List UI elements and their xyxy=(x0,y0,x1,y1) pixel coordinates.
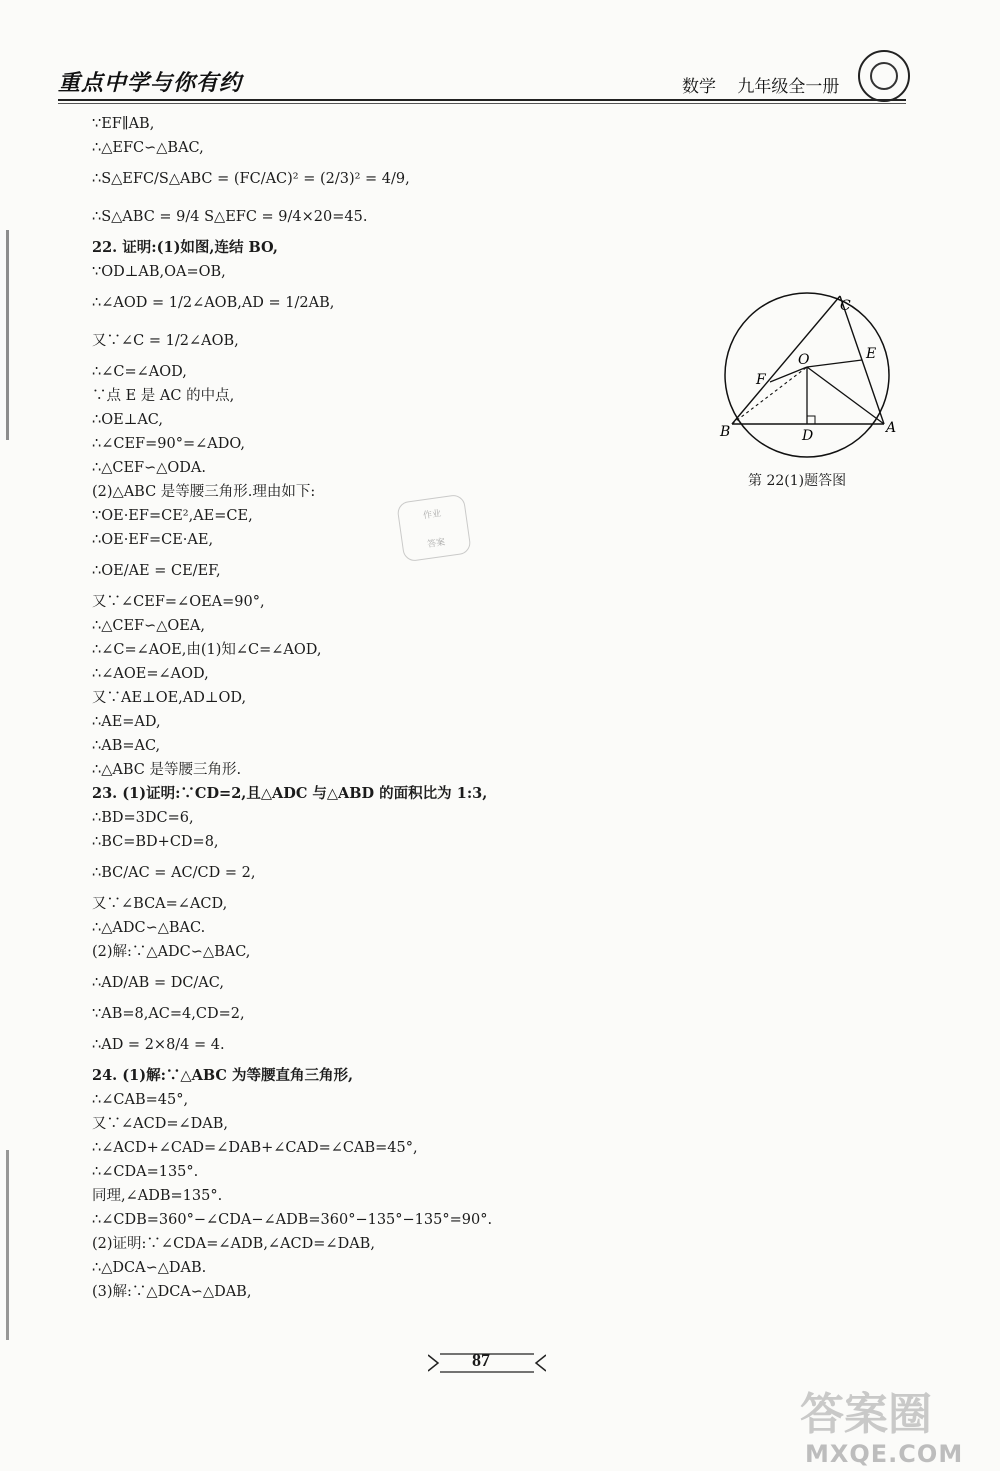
solution-line: ∴△ABC 是等腰三角形. xyxy=(92,762,242,778)
segment-OE xyxy=(807,360,862,367)
stamp-text-bottom: 答案 xyxy=(426,537,446,551)
binding-mark xyxy=(6,230,9,440)
segment-BC xyxy=(732,296,840,424)
solution-line: ∵EF∥AB, xyxy=(92,116,155,132)
solution-line: 22. 证明:(1)如图,连结 BO, xyxy=(92,239,278,256)
figure-caption: 第 22(1)题答图 xyxy=(748,473,847,489)
label-F: F xyxy=(756,372,766,388)
watermark-logo: 答案圈 xyxy=(800,1389,932,1440)
book-series-title: 重点中学与你有约 xyxy=(58,71,243,96)
solution-line: ∵OE·EF=CE²,AE=CE, xyxy=(92,508,253,524)
solution-line: 又∵AE⊥OE,AD⊥OD, xyxy=(92,690,247,706)
page-number: 87 xyxy=(472,1350,490,1370)
solution-line: ∴AD = 2×8/4 = 4. xyxy=(92,1037,225,1053)
solution-line: ∴∠CDB=360°−∠CDA−∠ADB=360°−135°−135°=90°. xyxy=(92,1212,493,1228)
solution-line: (2)证明:∵∠CDA=∠ADB,∠ACD=∠DAB, xyxy=(92,1236,375,1252)
solution-line: ∴△CEF∽△OEA, xyxy=(92,618,205,634)
label-A: A xyxy=(886,420,897,436)
solution-line: ∴OE⊥AC, xyxy=(92,412,163,428)
solution-line: ∴AD/AB = DC/AC, xyxy=(92,975,224,991)
solution-line: ∴BD=3DC=6, xyxy=(92,810,194,826)
solution-line: 23. (1)证明:∵CD=2,且△ADC 与△ABD 的面积比为 1:3, xyxy=(92,785,488,802)
solution-line: ∴AE=AD, xyxy=(92,714,161,730)
label-D: D xyxy=(802,428,814,444)
solution-line: ∴S△EFC/S△ABC = (FC/AC)² = (2/3)² = 4/9, xyxy=(92,171,410,187)
solution-line: ∴△DCA∽△DAB. xyxy=(92,1260,207,1276)
solution-line: ∴OE/AE = CE/EF, xyxy=(92,563,221,579)
solution-line: ∵AB=8,AC=4,CD=2, xyxy=(92,1006,245,1022)
solution-line: 又∵∠C = 1/2∠AOB, xyxy=(92,333,239,349)
solution-line: ∴∠C=∠AOE,由(1)知∠C=∠AOD, xyxy=(92,642,322,658)
segment-BO-dashed xyxy=(732,367,807,424)
solution-line: ∴△EFC∽△BAC, xyxy=(92,140,204,156)
solution-line: ∴AB=AC, xyxy=(92,738,161,754)
solution-line: ∴∠AOE=∠AOD, xyxy=(92,666,209,682)
label-B: B xyxy=(720,424,731,440)
stamp-seal xyxy=(396,494,472,563)
segment-OA xyxy=(807,367,884,424)
label-C: C xyxy=(840,298,851,314)
solution-line: ∴∠AOD = 1/2∠AOB,AD = 1/2AB, xyxy=(92,295,335,311)
solution-text xyxy=(92,112,692,1304)
solution-line: (2)解:∵△ADC∽△BAC, xyxy=(92,944,251,960)
label-E: E xyxy=(866,346,877,362)
solution-line: ∴OE·EF=CE·AE, xyxy=(92,532,214,548)
solution-line: ∴∠CDA=135°. xyxy=(92,1164,199,1180)
header-subject-grade xyxy=(682,72,855,97)
solution-line: 又∵∠CEF=∠OEA=90°, xyxy=(92,594,265,610)
solution-line: ∴∠CEF=90°=∠ADO, xyxy=(92,436,246,452)
solution-line: 又∵∠BCA=∠ACD, xyxy=(92,896,228,912)
binding-mark-lower xyxy=(6,1150,9,1340)
solution-line: ∴△ADC∽△BAC. xyxy=(92,920,206,936)
solution-line: 同理,∠ADB=135°. xyxy=(92,1188,223,1204)
header-rule-thin xyxy=(58,103,906,104)
solution-line: ∴∠ACD+∠CAD=∠DAB+∠CAD=∠CAB=45°, xyxy=(92,1140,418,1156)
solution-line: ∴BC=BD+CD=8, xyxy=(92,834,219,850)
right-angle-mark xyxy=(807,416,815,424)
solution-line: ∴∠CAB=45°, xyxy=(92,1092,189,1108)
segment-OF xyxy=(770,367,807,382)
solution-line: ∵点 E 是 AC 的中点, xyxy=(92,388,235,404)
grade-label: 九年级全一册 xyxy=(737,77,840,97)
solution-line: (2)△ABC 是等腰三角形.理由如下: xyxy=(92,484,316,500)
solution-line: (3)解:∵△DCA∽△DAB, xyxy=(92,1284,252,1300)
subject-label: 数学 xyxy=(682,77,716,97)
label-O: O xyxy=(798,352,810,368)
solution-line: 又∵∠ACD=∠DAB, xyxy=(92,1116,229,1132)
stamp-text-top: 作业 xyxy=(422,508,442,522)
header-rule xyxy=(58,99,906,101)
watermark-url: MXQE.COM xyxy=(805,1440,964,1468)
solution-line: ∴S△ABC = 9/4 S△EFC = 9/4×20=45. xyxy=(92,209,368,225)
solution-line: ∴△CEF∽△ODA. xyxy=(92,460,207,476)
solution-line: ∴BC/AC = AC/CD = 2, xyxy=(92,865,256,881)
solution-line: ∵OD⊥AB,OA=OB, xyxy=(92,264,226,280)
solution-line: 24. (1)解:∵△ABC 为等腰直角三角形, xyxy=(92,1067,353,1084)
solution-line: ∴∠C=∠AOD, xyxy=(92,364,187,380)
geometry-figure-22 xyxy=(712,292,922,467)
school-emblem-icon xyxy=(858,50,910,102)
